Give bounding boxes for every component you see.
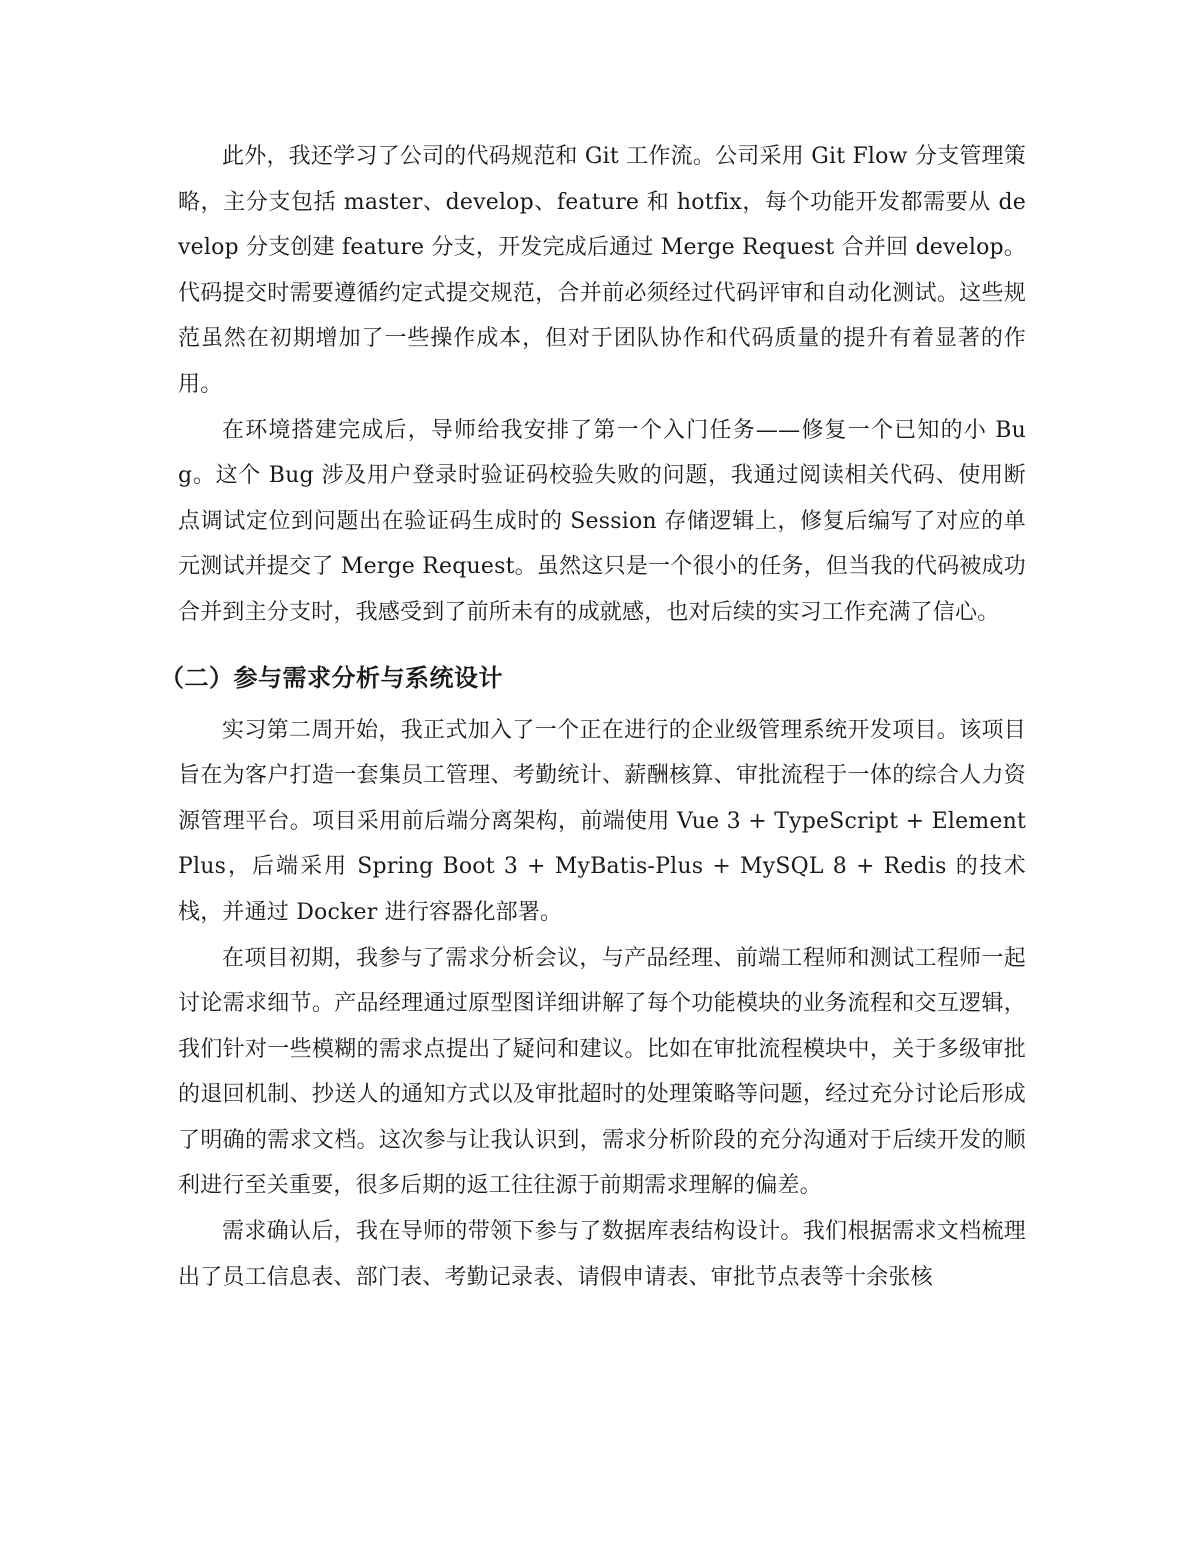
paragraph-project-intro: 实习第二周开始，我正式加入了一个正在进行的企业级管理系统开发项目。该项目旨在为客户打造一套集员工管理、考勤统计、薪酬核算、审批流程于一体的综合人力资源管理平台。项目采用前后端分离架构，前端使用 Vue 3 + TypeScript + Element Plus，后端采用 Spring Boot 3 + MyBatis-Plus + MySQL 8 + Redis 的技术栈，并通过 Docker 进行容器化部署。 [178,717,1026,925]
paragraph-git-workflow: 此外，我还学习了公司的代码规范和 Git 工作流。公司采用 Git Flow 分支管理策略，主分支包括 master、develop、feature 和 hotfix，每个功能开发都需要从 develop 分支创建 feature 分支，开发完成后通过 Merge Request 合并回 develop。代码提交时需要遵循约定式提交规范，合并前必须经过代码评审和自动化测试。这些规范虽然在初期增加了一些操作成本，但对于团队协作和代码质量的提升有着显著的作用。 [178,144,1026,397]
section-heading: （二）参与需求分析与系统设计 [160,663,503,692]
paragraph-database-design: 需求确认后，我在导师的带领下参与了数据库表结构设计。我们根据需求文档梳理出了员工信息表、部门表、考勤记录表、请假申请表、审批节点表等十余张核 [178,1219,1026,1290]
paragraph-first-task: 在环境搭建完成后，导师给我安排了第一个入门任务——修复一个已知的小 Bug。这个 Bug 涉及用户登录时验证码校验失败的问题，我通过阅读相关代码、使用断点调试定位到问题出在验证码生成时的 Session 存储逻辑上，修复后编写了对应的单元测试并提交了 Merge Request。虽然这只是一个很小的任务，但当我的代码被成功合并到主分支时，我感受到了前所未有的成就感，也对后续的实习工作充满了信心。 [178,417,1026,625]
document-page [160,134,1026,1300]
paragraph-requirements-meeting: 在项目初期，我参与了需求分析会议，与产品经理、前端工程师和测试工程师一起讨论需求细节。产品经理通过原型图详细讲解了每个功能模块的业务流程和交互逻辑，我们针对一些模糊的需求点提出了疑问和建议。比如在审批流程模块中，关于多级审批的退回机制、抄送人的通知方式以及审批超时的处理策略等问题，经过充分讨论后形成了明确的需求文档。这次参与让我认识到，需求分析阶段的充分沟通对于后续开发的顺利进行至关重要，很多后期的返工往往源于前期需求理解的偏差。 [178,945,1026,1199]
